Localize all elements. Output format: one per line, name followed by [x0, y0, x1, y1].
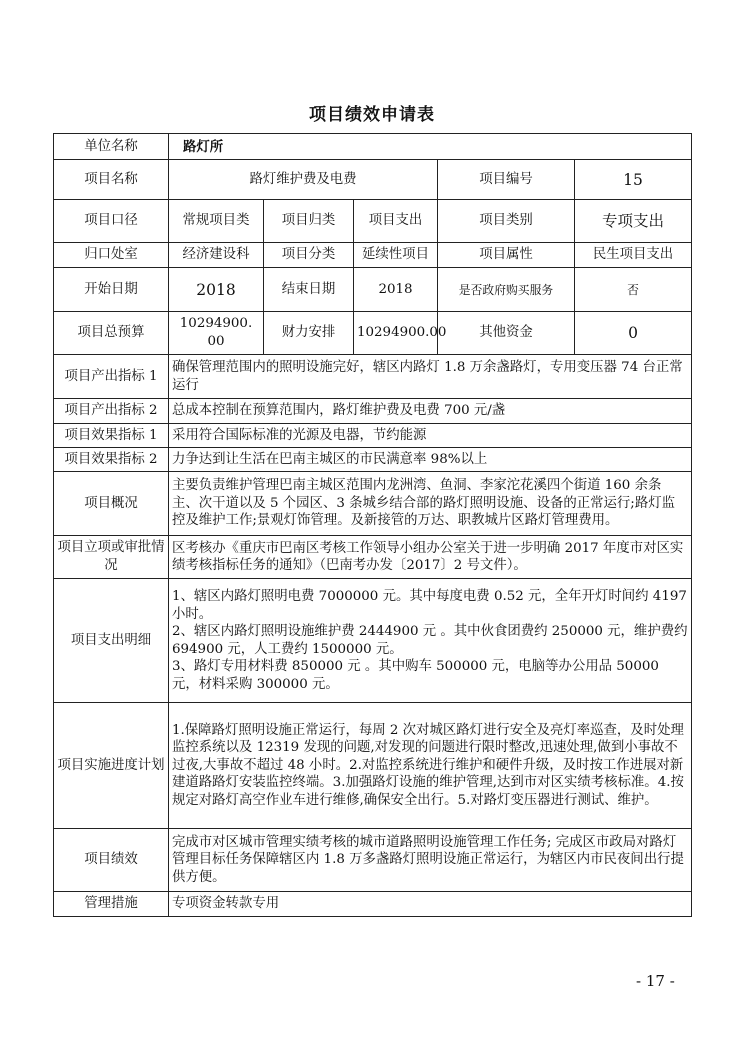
other-funds-label: 其他资金 — [438, 312, 575, 355]
row-office — [54, 243, 692, 268]
row-effect2 — [54, 448, 692, 472]
row-approval — [54, 536, 692, 579]
unit-label: 单位名称 — [54, 134, 169, 160]
project-attr-label: 项目属性 — [438, 243, 575, 268]
end-date-value: 2018 — [354, 268, 438, 312]
row-measures — [54, 892, 692, 917]
row-schedule — [54, 703, 692, 829]
budget-label: 项目总预算 — [54, 312, 169, 355]
approval-value: 区考核办《重庆市巴南区考核工作领导小组办公室关于进一步明确 2017 年度市对区实绩考核指标任务的通知》（巴南考办发〔2017〕2 号文件）。 — [169, 536, 692, 579]
effect2-label: 项目效果指标 2 — [54, 448, 169, 472]
overview-label: 项目概况 — [54, 472, 169, 536]
measures-value: 专项资金转款专用 — [169, 892, 692, 917]
performance-value: 完成市对区城市管理实绩考核的城市道路照明设施管理工作任务; 完成区市政局对路灯管理目标任务保障辖区内 1.8 万多盏路灯照明设施正常运行，为辖区内市民夜间出行提供方便。 — [169, 829, 692, 892]
project-type-value: 专项支出 — [575, 200, 692, 243]
output1-label: 项目产出指标 1 — [54, 355, 169, 399]
approval-label: 项目立项或审批情况 — [54, 536, 169, 579]
row-overview — [54, 472, 692, 536]
end-date-label: 结束日期 — [264, 268, 354, 312]
project-code-value: 15 — [575, 160, 692, 200]
project-scope-value: 常规项目类 — [169, 200, 264, 243]
start-date-label: 开始日期 — [54, 268, 169, 312]
project-type-label: 项目类别 — [438, 200, 575, 243]
project-scope-label: 项目口径 — [54, 200, 169, 243]
row-project-scope — [54, 200, 692, 243]
row-unit — [54, 134, 692, 160]
effect2-value: 力争达到让生活在巴南主城区的市民满意率 98%以上 — [169, 448, 692, 472]
output2-label: 项目产出指标 2 — [54, 399, 169, 424]
project-name-value: 路灯维护费及电费 — [169, 160, 438, 200]
row-effect1 — [54, 424, 692, 448]
expense-value — [169, 579, 692, 703]
fiscal-label: 财力安排 — [264, 312, 354, 355]
gov-purchase-label: 是否政府购买服务 — [438, 268, 575, 312]
performance-application-table — [53, 133, 692, 917]
unit-value: 路灯所 — [169, 134, 692, 160]
row-output2 — [54, 399, 692, 424]
schedule-label: 项目实施进度计划 — [54, 703, 169, 829]
project-category-label: 项目归类 — [264, 200, 354, 243]
row-output1 — [54, 355, 692, 399]
office-value: 经济建设科 — [169, 243, 264, 268]
project-class-label: 项目分类 — [264, 243, 354, 268]
start-date-value: 2018 — [169, 268, 264, 312]
row-expense — [54, 579, 692, 703]
measures-label: 管理措施 — [54, 892, 169, 917]
project-attr-value: 民生项目支出 — [575, 243, 692, 268]
row-dates — [54, 268, 692, 312]
row-performance — [54, 829, 692, 892]
page-title: 项目绩效申请表 — [309, 105, 435, 125]
page-number: - 17 - — [636, 972, 675, 990]
effect1-label: 项目效果指标 1 — [54, 424, 169, 448]
overview-value: 主要负责维护管理巴南主城区范围内龙洲湾、鱼洞、李家沱花溪四个街道 160 余条主、次干道以及 5 个园区、3 条城乡结合部的路灯照明设施、设备的正常运行;路灯监控及维护工作;景观灯饰管理。及新接管的万达、职教城片区路灯管理费用。 — [169, 472, 692, 536]
office-label: 归口处室 — [54, 243, 169, 268]
performance-label: 项目绩效 — [54, 829, 169, 892]
project-code-label: 项目编号 — [438, 160, 575, 200]
gov-purchase-value: 否 — [575, 268, 692, 312]
fiscal-value: 10294900.00 — [354, 312, 438, 355]
expense-line-2: 2、辖区内路灯照明设施维护费 2444900 元 。其中伙食团费约 250000 元，维护费约 694900 元，人工费约 1500000 元。 — [172, 624, 688, 657]
schedule-value: 1.保障路灯照明设施正常运行，每周 2 次对城区路灯进行安全及亮灯率巡查，及时处理监控系统以及 12319 发现的问题,对发现的问题进行限时整改,迅速处理,做到小事故不过夜,大事故不超过 48 小时。2.对监控系统进行维护和硬件升级，及时按工作进展对新建道路路灯安装监控终端。3.加强路灯设施的维护管理,达到市对区实绩考核标准。4.按规定对路灯高空作业车进行维修,确保安全出行。5.对路灯变压器进行测试、维护。 — [169, 703, 692, 829]
row-budget — [54, 312, 692, 355]
expense-line-3: 3、路灯专用材料费 850000 元 。其中购车 500000 元，电脑等办公用品 50000 元，材料采购 300000 元。 — [172, 659, 659, 692]
effect1-value: 采用符合国际标准的光源及电器，节约能源 — [169, 424, 692, 448]
expense-label: 项目支出明细 — [54, 579, 169, 703]
project-class-value: 延续性项目 — [354, 243, 438, 268]
expense-line-1: 1、辖区内路灯照明电费 7000000 元。其中每度电费 0.52 元，全年开灯时间约 4197 小时。 — [172, 589, 687, 622]
project-category-value: 项目支出 — [354, 200, 438, 243]
output1-value: 确保管理范围内的照明设施完好，辖区内路灯 1.8 万余盏路灯，专用变压器 74 台正常运行 — [169, 355, 692, 399]
output2-value: 总成本控制在预算范围内，路灯维护费及电费 700 元/盏 — [169, 399, 692, 424]
other-funds-value: 0 — [575, 312, 692, 355]
project-name-label: 项目名称 — [54, 160, 169, 200]
row-project-name — [54, 160, 692, 200]
budget-value: 10294900. 00 — [169, 312, 264, 355]
